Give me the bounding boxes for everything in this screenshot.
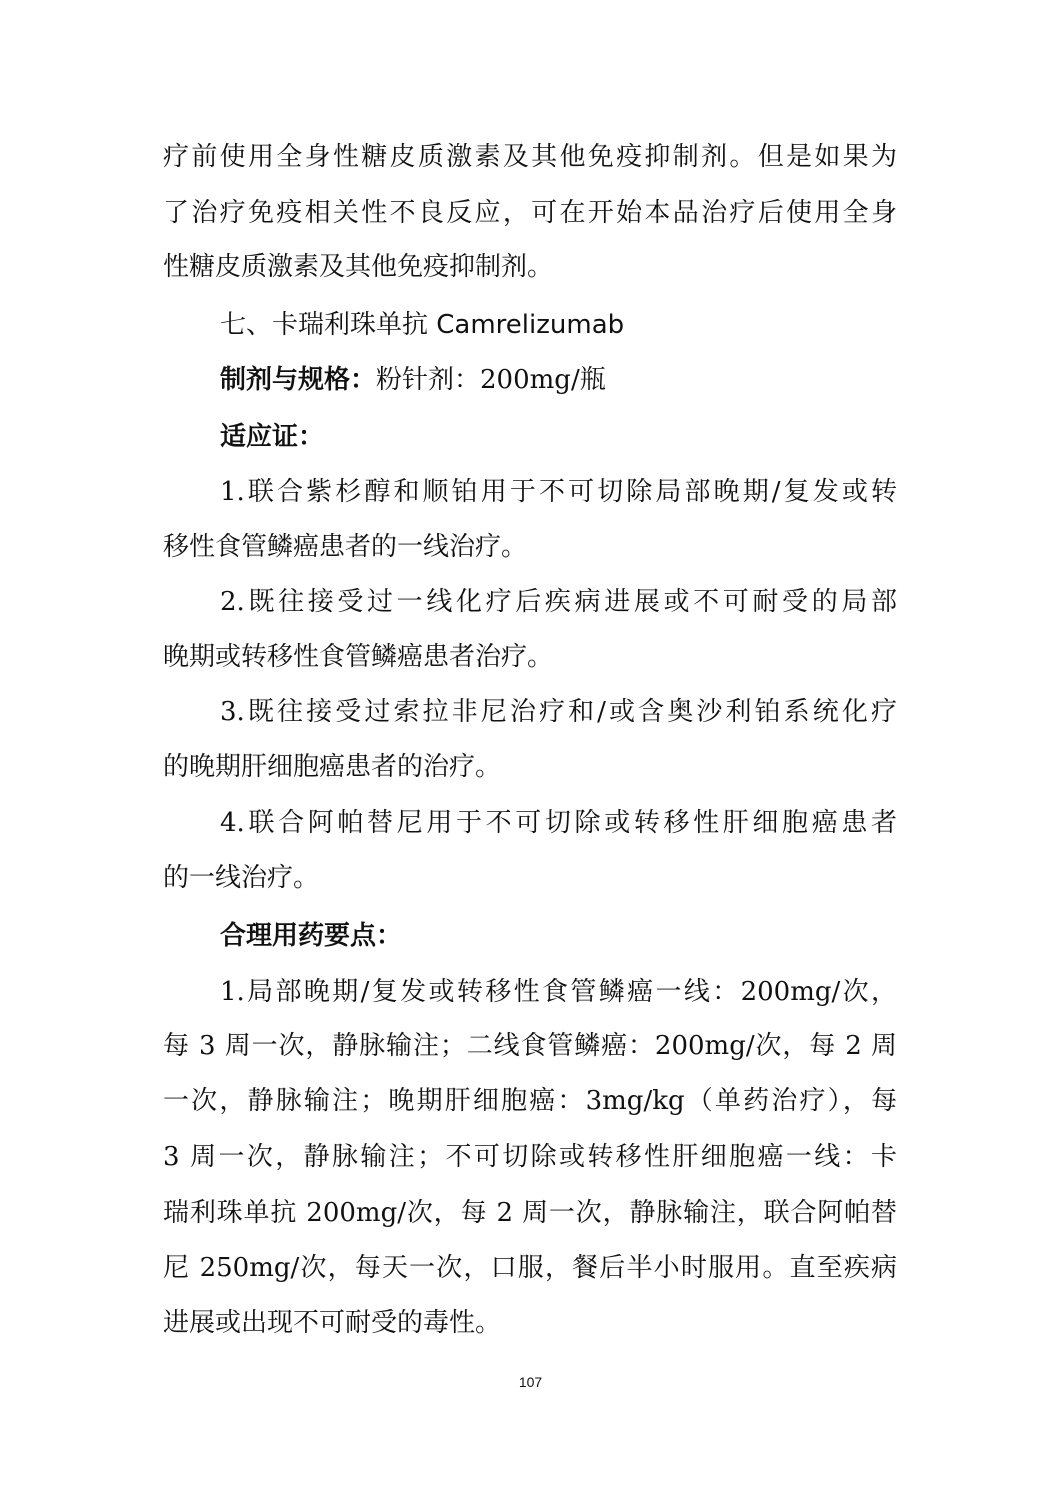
body-line: 晚期或转移性食管鳞癌患者治疗。 [163, 642, 554, 672]
body-line: 移性食管鳞癌患者的一线治疗。 [163, 532, 528, 562]
indications-heading: 适应证： [220, 422, 325, 452]
body-line: 疗前使用全身性糖皮质激素及其他免疫抑制剂。但是如果为 [163, 142, 897, 172]
body-line: 4.联合阿帕替尼用于不可切除或转移性肝细胞癌患者 [220, 808, 897, 838]
formulation-label: 制剂与规格： [220, 365, 377, 395]
body-line: 尼 250mg/次，每天一次，口服，餐后半小时服用。直至疾病 [163, 1253, 897, 1283]
section-heading: 七、卡瑞利珠单抗 Camrelizumab [220, 310, 625, 340]
page-number: 107 [518, 1374, 543, 1390]
body-line: 了治疗免疫相关性不良反应，可在开始本品治疗后使用全身 [163, 198, 897, 228]
body-line: 3 周一次，静脉输注；不可切除或转移性肝细胞癌一线：卡 [163, 1142, 897, 1172]
formulation-value: 粉针剂：200mg/瓶 [376, 365, 606, 395]
body-line: 的一线治疗。 [163, 863, 320, 893]
body-line: 进展或出现不可耐受的毒性。 [163, 1308, 502, 1338]
body-line: 每 3 周一次，静脉输注；二线食管鳞癌：200mg/次，每 2 周 [163, 1031, 897, 1061]
body-line: 2.既往接受过一线化疗后疾病进展或不可耐受的局部 [220, 587, 897, 617]
usage-heading: 合理用药要点： [220, 921, 403, 951]
body-line: 1.局部晚期/复发或转移性食管鳞癌一线：200mg/次， [220, 977, 897, 1007]
body-line: 一次，静脉输注；晚期肝细胞癌：3mg/kg（单药治疗），每 [163, 1086, 897, 1116]
body-line: 1.联合紫杉醇和顺铂用于不可切除局部晚期/复发或转 [220, 477, 897, 507]
formulation-line [220, 363, 897, 397]
body-line: 3.既往接受过索拉非尼治疗和/或含奥沙利铂系统化疗 [220, 697, 897, 727]
body-line: 瑞利珠单抗 200mg/次，每 2 周一次，静脉输注，联合阿帕替 [163, 1198, 897, 1228]
body-line: 性糖皮质激素及其他免疫抑制剂。 [163, 252, 554, 282]
body-line: 的晚期肝细胞癌患者的治疗。 [163, 752, 502, 782]
